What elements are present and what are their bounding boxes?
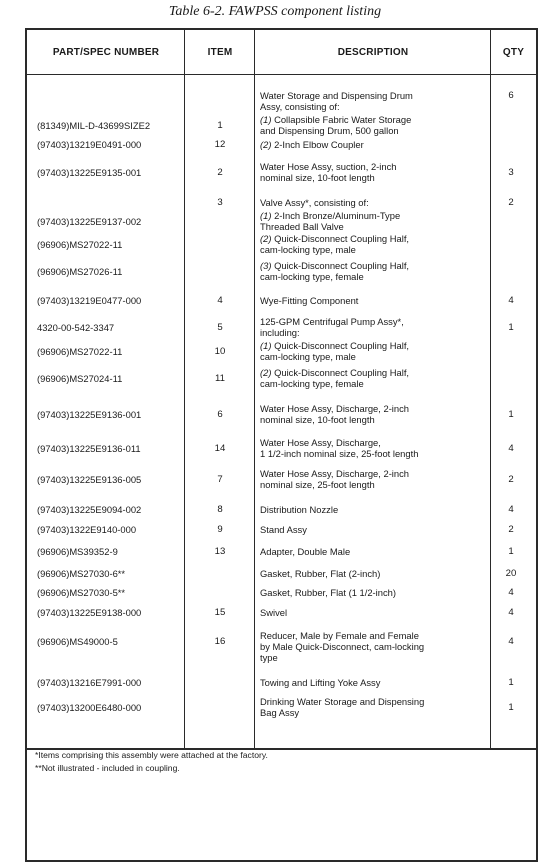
- table-row: [27, 437, 536, 463]
- part-number: (97403)13225E9136-005: [37, 473, 142, 485]
- quantity: 1: [508, 701, 514, 713]
- quantity: 1: [508, 677, 514, 688]
- quantity: 4: [508, 295, 514, 306]
- description-text: type: [260, 652, 278, 664]
- sub-item-number: (3): [260, 260, 272, 271]
- part-number: (97403)13225E9138-000: [37, 607, 142, 618]
- item-number: 16: [214, 635, 226, 647]
- description-line: [260, 101, 488, 112]
- description-text: Distribution Nozzle: [260, 504, 339, 515]
- table-row: [27, 161, 536, 187]
- description: [260, 504, 488, 515]
- description-text: 2-Inch Elbow Coupler: [274, 139, 364, 150]
- description-text: cam-locking type, female: [260, 271, 364, 283]
- description-line: [260, 677, 488, 688]
- quantity: 4: [508, 607, 514, 618]
- description: [260, 340, 488, 362]
- part-number: (97403)13219E0491-000: [37, 139, 142, 150]
- description-line: [260, 403, 488, 414]
- item-number: 6: [217, 408, 223, 420]
- description-line: [260, 172, 488, 183]
- part-number: (81349)MIL-D-43699SIZE2: [37, 119, 151, 131]
- header-item: ITEM: [207, 47, 233, 58]
- description-line: [260, 479, 488, 490]
- description-text: Drinking Water Storage and Dispensing: [260, 696, 425, 707]
- item-number: 9: [217, 524, 223, 535]
- description-text: Gasket, Rubber, Flat (1 1/2-inch): [260, 587, 396, 598]
- description-text: Collapsible Fabric Water Storage: [274, 114, 412, 125]
- description-text: cam-locking type, female: [260, 378, 364, 390]
- description-text: Quick-Disconnect Coupling Half,: [274, 233, 410, 244]
- table-row: [27, 696, 536, 722]
- description-line: [260, 546, 488, 557]
- sub-item-number: (1): [260, 340, 272, 351]
- description-line: [260, 197, 488, 208]
- description-text: including:: [260, 327, 300, 339]
- table-row: [27, 524, 536, 539]
- description-line: [260, 260, 488, 271]
- description-line: [260, 316, 488, 327]
- description-line: [260, 244, 488, 255]
- description: [260, 546, 488, 557]
- description-text: by Male Quick-Disconnect, cam-locking: [260, 641, 425, 653]
- table-row: [27, 546, 536, 561]
- description: [260, 295, 488, 306]
- description-line: [260, 367, 488, 378]
- description-line: [260, 468, 488, 479]
- description-line: [260, 233, 488, 244]
- table-row: [27, 340, 536, 366]
- description-text: Quick-Disconnect Coupling Half,: [274, 260, 410, 271]
- part-number: (97403)13225E9135-001: [37, 166, 142, 178]
- description-text: Water Hose Assy, Discharge, 2-inch: [260, 403, 410, 414]
- quantity: 2: [508, 197, 514, 208]
- description-text: nominal size, 10-foot length: [260, 414, 375, 426]
- part-number: (96906)MS27030-5**: [37, 587, 126, 598]
- description-line: [260, 630, 488, 641]
- quantity: 2: [508, 524, 514, 535]
- part-number: (96906)MS27022-11: [37, 238, 123, 250]
- table-row: [27, 233, 536, 259]
- item-number: 8: [217, 504, 223, 515]
- description: [260, 403, 488, 425]
- description-line: [260, 587, 488, 598]
- part-number: (96906)MS49000-5: [37, 635, 118, 647]
- description-text: Gasket, Rubber, Flat (2-inch): [260, 568, 381, 579]
- description: [260, 696, 488, 718]
- sub-item-number: (1): [260, 210, 272, 221]
- sub-item-number: (2): [260, 233, 272, 244]
- sub-item-number: (2): [260, 139, 272, 150]
- table-row: [27, 468, 536, 494]
- quantity: 1: [508, 546, 514, 557]
- description-text: Water Hose Assy, Discharge, 2-inch: [260, 468, 410, 479]
- description: [260, 210, 488, 232]
- table-row: [27, 316, 536, 342]
- item-number: 14: [214, 442, 226, 454]
- description: [260, 114, 488, 136]
- header-description: DESCRIPTION: [337, 47, 409, 58]
- table-row: [27, 90, 536, 116]
- description-text: cam-locking type, male: [260, 351, 356, 363]
- description-text: Reducer, Male by Female and Female: [260, 630, 419, 641]
- part-number: (96906)MS27022-11: [37, 345, 123, 357]
- description: [260, 233, 488, 255]
- description-line: [260, 295, 488, 306]
- description: [260, 524, 488, 535]
- description-text: Towing and Lifting Yoke Assy: [260, 677, 381, 688]
- description-text: Valve Assy*, consisting of:: [260, 197, 369, 208]
- description-line: [260, 437, 488, 448]
- quantity: 20: [505, 568, 517, 579]
- description-text: Swivel: [260, 607, 288, 618]
- description-line: [260, 161, 488, 172]
- description-text: Water Hose Assy, Discharge,: [260, 437, 381, 448]
- part-number: 4320-00-542-3347: [37, 321, 115, 333]
- description: [260, 677, 488, 688]
- description-line: [260, 696, 488, 707]
- description-line: [260, 271, 488, 282]
- table-row: [27, 139, 536, 154]
- table-row: [27, 568, 536, 583]
- description-line: [260, 607, 488, 618]
- description-line: [260, 351, 488, 362]
- part-number: (97403)13216E7991-000: [37, 677, 142, 688]
- part-number: (96906)MS27024-11: [37, 372, 123, 384]
- quantity: 4: [508, 504, 514, 515]
- description-line: [260, 125, 488, 136]
- table-row: [27, 403, 536, 429]
- description-text: Threaded Ball Valve: [260, 221, 344, 233]
- description-text: Quick-Disconnect Coupling Half,: [274, 340, 410, 351]
- description: [260, 630, 488, 664]
- item-number: 12: [214, 139, 226, 150]
- table-row: [27, 607, 536, 622]
- item-number: 7: [217, 473, 223, 485]
- description-text: nominal size, 25-foot length: [260, 479, 375, 491]
- table-row: [27, 504, 536, 519]
- quantity: 1: [508, 408, 514, 420]
- description: [260, 568, 488, 579]
- description-line: [260, 504, 488, 515]
- part-number: (97403)1322E9140-000: [37, 524, 137, 535]
- description-text: 125-GPM Centrifugal Pump Assy*,: [260, 316, 404, 327]
- description: [260, 607, 488, 618]
- sub-item-number: (2): [260, 367, 272, 378]
- item-number: 3: [217, 197, 223, 208]
- item-number: 15: [214, 607, 226, 618]
- description-line: [260, 652, 488, 663]
- description-text: cam-locking type, male: [260, 244, 356, 256]
- table-row: [27, 587, 536, 602]
- footnote: *Items comprising this assembly were attached at the factory.: [35, 750, 268, 760]
- header-qty: QTY: [502, 47, 525, 58]
- description-text: Wye-Fitting Component: [260, 295, 359, 306]
- part-number: (97403)13225E9136-001: [37, 408, 142, 420]
- item-number: 13: [214, 546, 226, 557]
- footnote: **Not illustrated - included in coupling.: [35, 763, 180, 773]
- table-row: [27, 367, 536, 393]
- description-line: [260, 90, 488, 101]
- description: [260, 437, 488, 459]
- part-number: (97403)13225E9136-011: [37, 442, 141, 454]
- description-line: [260, 139, 488, 150]
- description-line: [260, 568, 488, 579]
- item-number: 2: [217, 166, 223, 178]
- table-row: [27, 630, 536, 668]
- table-title: Table 6-2. FAWPSS component listing: [168, 4, 382, 19]
- quantity: 2: [508, 473, 514, 485]
- description-line: [260, 414, 488, 425]
- table-row: [27, 114, 536, 140]
- description-text: Quick-Disconnect Coupling Half,: [274, 367, 410, 378]
- part-number: (96906)MS27026-11: [37, 265, 123, 277]
- item-number: 10: [214, 345, 226, 357]
- description: [260, 367, 488, 389]
- description-text: Bag Assy: [260, 707, 300, 719]
- table-header: [27, 30, 536, 75]
- description-line: [260, 707, 488, 718]
- quantity: 3: [508, 166, 514, 178]
- quantity: 4: [508, 635, 514, 647]
- description-text: nominal size, 10-foot length: [260, 172, 375, 184]
- description-line: [260, 210, 488, 221]
- description-line: [260, 221, 488, 232]
- quantity: 1: [508, 321, 514, 333]
- table-row: [27, 260, 536, 286]
- component-table: [25, 28, 538, 750]
- description-text: Adapter, Double Male: [260, 546, 351, 557]
- quantity: 4: [508, 587, 514, 598]
- description-text: Water Hose Assy, suction, 2-inch: [260, 161, 397, 172]
- description: [260, 90, 488, 112]
- description: [260, 260, 488, 282]
- description: [260, 316, 488, 338]
- part-number: (96906)MS27030-6**: [37, 568, 126, 579]
- item-number: 4: [217, 295, 223, 306]
- description-text: 1 1/2-inch nominal size, 25-foot length: [260, 448, 419, 460]
- description-text: and Dispensing Drum, 500 gallon: [260, 125, 399, 137]
- description-line: [260, 114, 488, 125]
- table-row: [27, 677, 536, 692]
- description: [260, 161, 488, 183]
- footnotes: [25, 750, 538, 862]
- description-line: [260, 340, 488, 351]
- description: [260, 139, 488, 150]
- item-number: 11: [215, 372, 225, 384]
- description-line: [260, 378, 488, 389]
- description-line: [260, 641, 488, 652]
- description-text: 2-Inch Bronze/Aluminum-Type: [274, 210, 401, 221]
- description-text: Water Storage and Dispensing Drum: [260, 90, 413, 101]
- table-row: [27, 295, 536, 310]
- sub-item-number: (1): [260, 114, 272, 125]
- item-number: 1: [217, 119, 223, 131]
- description-text: Stand Assy: [260, 524, 307, 535]
- description-text: Assy, consisting of:: [260, 101, 340, 113]
- description-line: [260, 524, 488, 535]
- part-number: (97403)13200E6480-000: [37, 701, 142, 713]
- part-number: (96906)MS39352-9: [37, 546, 118, 557]
- description: [260, 468, 488, 490]
- part-number: (97403)13225E9094-002: [37, 504, 142, 515]
- quantity: 4: [508, 442, 514, 454]
- header-part: PART/SPEC NUMBER: [52, 47, 160, 58]
- description-line: [260, 448, 488, 459]
- description-line: [260, 327, 488, 338]
- item-number: 5: [217, 321, 223, 333]
- description: [260, 197, 488, 208]
- part-number: (97403)13225E9137-002: [37, 215, 142, 227]
- quantity: 6: [508, 90, 514, 101]
- description: [260, 587, 488, 598]
- part-number: (97403)13219E0477-000: [37, 295, 142, 306]
